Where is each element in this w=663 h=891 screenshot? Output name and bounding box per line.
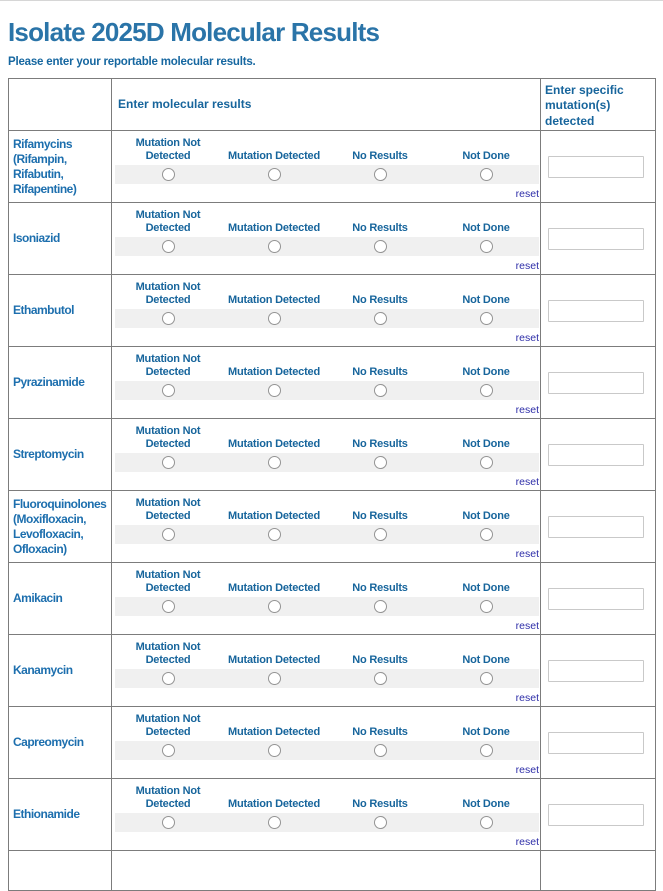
radio-not-done[interactable] xyxy=(480,744,493,757)
table-header-row xyxy=(9,78,656,130)
reset-row xyxy=(115,833,539,849)
mutation-cell xyxy=(541,779,656,851)
reset-link[interactable]: reset xyxy=(515,188,539,201)
drug-row xyxy=(9,707,656,779)
instructions-text: Please enter your reportable molecular results. xyxy=(8,55,256,68)
reset-link[interactable]: reset xyxy=(515,476,539,489)
radio-strip xyxy=(115,165,539,184)
radio-mutation-detected[interactable] xyxy=(268,456,281,469)
reset-link[interactable]: reset xyxy=(515,836,539,849)
reset-row xyxy=(115,257,539,273)
radio-no-results[interactable] xyxy=(374,168,387,181)
option-labels-row xyxy=(115,281,539,307)
radio-not-done[interactable] xyxy=(480,312,493,325)
radio-cell xyxy=(115,456,221,469)
header-specific-mutations: Enter specific mutation(s) detected xyxy=(541,78,656,130)
reset-link[interactable]: reset xyxy=(515,260,539,273)
reset-link[interactable]: reset xyxy=(515,404,539,417)
option-label-mutation-detected: Mutation Detected xyxy=(228,438,320,451)
option-label-not-done: Not Done xyxy=(462,294,510,307)
radio-cell xyxy=(221,456,327,469)
radio-cell xyxy=(221,240,327,253)
radio-mutation-detected[interactable] xyxy=(268,744,281,757)
drug-name: Streptomycin xyxy=(9,419,112,491)
drug-name: Amikacin xyxy=(9,563,112,635)
drug-name: Fluoroquinolones (Moxifloxacin, Levofloxacin, Ofloxacin) xyxy=(9,491,112,563)
radio-strip xyxy=(115,669,539,688)
radio-not-done[interactable] xyxy=(480,456,493,469)
option-labels-row xyxy=(115,497,539,523)
drug-row xyxy=(9,419,656,491)
radio-cell xyxy=(327,744,433,757)
option-label-mutation-detected: Mutation Detected xyxy=(228,798,320,811)
result-options-cell xyxy=(112,419,541,491)
result-options-cell xyxy=(112,491,541,563)
option-labels-row xyxy=(115,641,539,667)
partial-mutation-cell xyxy=(541,851,656,891)
radio-cell xyxy=(115,528,221,541)
radio-mutation-not-detected[interactable] xyxy=(162,816,175,829)
radio-no-results[interactable] xyxy=(374,384,387,397)
radio-cell xyxy=(221,384,327,397)
radio-cell xyxy=(221,672,327,685)
option-label-mutation-not-detected: Mutation Not Detected xyxy=(135,281,201,307)
radio-cell xyxy=(115,168,221,181)
option-label-mutation-detected: Mutation Detected xyxy=(228,654,320,667)
result-options-cell xyxy=(112,131,541,203)
radio-strip xyxy=(115,453,539,472)
option-label-mutation-not-detected: Mutation Not Detected xyxy=(135,353,201,379)
header-drug-column xyxy=(9,78,112,130)
radio-mutation-not-detected[interactable] xyxy=(162,672,175,685)
partial-options-cell xyxy=(112,851,541,891)
reset-row xyxy=(115,185,539,201)
result-options-cell xyxy=(112,347,541,419)
radio-cell xyxy=(221,816,327,829)
radio-no-results[interactable] xyxy=(374,816,387,829)
radio-strip xyxy=(115,813,539,832)
page-title: Isolate 2025D Molecular Results xyxy=(8,17,380,47)
radio-mutation-not-detected[interactable] xyxy=(162,600,175,613)
reset-link[interactable]: reset xyxy=(515,692,539,705)
mutation-input[interactable] xyxy=(548,660,644,682)
radio-cell xyxy=(433,240,539,253)
radio-cell xyxy=(221,528,327,541)
option-label-not-done: Not Done xyxy=(462,798,510,811)
radio-no-results[interactable] xyxy=(374,672,387,685)
mutation-input[interactable] xyxy=(548,804,644,826)
radio-cell xyxy=(221,744,327,757)
drug-row xyxy=(9,275,656,347)
radio-mutation-not-detected[interactable] xyxy=(162,312,175,325)
option-labels-row xyxy=(115,569,539,595)
option-label-mutation-detected: Mutation Detected xyxy=(228,150,320,163)
mutation-input[interactable] xyxy=(548,156,644,178)
radio-mutation-detected[interactable] xyxy=(268,672,281,685)
reset-link[interactable]: reset xyxy=(515,620,539,633)
mutation-cell xyxy=(541,491,656,563)
radio-cell xyxy=(115,600,221,613)
radio-cell xyxy=(327,240,433,253)
radio-cell xyxy=(433,744,539,757)
radio-no-results[interactable] xyxy=(374,456,387,469)
option-labels-row xyxy=(115,137,539,163)
radio-no-results[interactable] xyxy=(374,240,387,253)
option-labels-row xyxy=(115,209,539,235)
radio-mutation-not-detected[interactable] xyxy=(162,168,175,181)
radio-cell xyxy=(433,384,539,397)
option-label-no-results: No Results xyxy=(352,654,408,667)
radio-mutation-detected[interactable] xyxy=(268,816,281,829)
reset-link[interactable]: reset xyxy=(515,548,539,561)
radio-mutation-detected[interactable] xyxy=(268,312,281,325)
option-label-mutation-not-detected: Mutation Not Detected xyxy=(135,425,201,451)
option-label-not-done: Not Done xyxy=(462,510,510,523)
mutation-cell xyxy=(541,347,656,419)
radio-mutation-not-detected[interactable] xyxy=(162,528,175,541)
radio-cell xyxy=(327,528,433,541)
radio-cell xyxy=(327,816,433,829)
mutation-input[interactable] xyxy=(548,588,644,610)
mutation-input[interactable] xyxy=(548,516,644,538)
drug-name: Ethambutol xyxy=(9,275,112,347)
radio-no-results[interactable] xyxy=(374,528,387,541)
radio-mutation-detected[interactable] xyxy=(268,528,281,541)
drug-row xyxy=(9,131,656,203)
option-label-not-done: Not Done xyxy=(462,366,510,379)
radio-mutation-detected[interactable] xyxy=(268,240,281,253)
drug-name: Ethionamide xyxy=(9,779,112,851)
reset-row xyxy=(115,545,539,561)
radio-mutation-detected[interactable] xyxy=(268,168,281,181)
drug-row xyxy=(9,203,656,275)
radio-cell xyxy=(115,240,221,253)
drug-name: Capreomycin xyxy=(9,707,112,779)
option-label-mutation-not-detected: Mutation Not Detected xyxy=(135,713,201,739)
mutation-input[interactable] xyxy=(548,372,644,394)
drug-name: Isoniazid xyxy=(9,203,112,275)
radio-cell xyxy=(327,168,433,181)
option-label-no-results: No Results xyxy=(352,798,408,811)
option-label-no-results: No Results xyxy=(352,510,408,523)
radio-not-done[interactable] xyxy=(480,240,493,253)
radio-mutation-not-detected[interactable] xyxy=(162,456,175,469)
radio-mutation-not-detected[interactable] xyxy=(162,240,175,253)
molecular-results-table xyxy=(8,78,656,891)
radio-cell xyxy=(221,600,327,613)
reset-row xyxy=(115,329,539,345)
radio-not-done[interactable] xyxy=(480,816,493,829)
radio-strip xyxy=(115,525,539,544)
radio-strip xyxy=(115,381,539,400)
drug-row xyxy=(9,779,656,851)
result-options-cell xyxy=(112,563,541,635)
radio-not-done[interactable] xyxy=(480,600,493,613)
radio-not-done[interactable] xyxy=(480,168,493,181)
radio-strip xyxy=(115,741,539,760)
mutation-cell xyxy=(541,635,656,707)
drug-row xyxy=(9,347,656,419)
drug-row xyxy=(9,491,656,563)
option-label-not-done: Not Done xyxy=(462,654,510,667)
option-label-no-results: No Results xyxy=(352,222,408,235)
drug-name: Pyrazinamide xyxy=(9,347,112,419)
option-label-not-done: Not Done xyxy=(462,582,510,595)
result-options-cell xyxy=(112,203,541,275)
mutation-input[interactable] xyxy=(548,300,644,322)
radio-no-results[interactable] xyxy=(374,744,387,757)
radio-cell xyxy=(115,312,221,325)
radio-cell xyxy=(433,672,539,685)
reset-row xyxy=(115,761,539,777)
radio-strip xyxy=(115,597,539,616)
radio-mutation-detected[interactable] xyxy=(268,384,281,397)
radio-cell xyxy=(221,312,327,325)
radio-strip xyxy=(115,237,539,256)
radio-cell xyxy=(115,816,221,829)
mutation-cell xyxy=(541,707,656,779)
mutation-cell xyxy=(541,563,656,635)
mutation-cell xyxy=(541,203,656,275)
option-label-mutation-detected: Mutation Detected xyxy=(228,294,320,307)
option-label-no-results: No Results xyxy=(352,294,408,307)
radio-cell xyxy=(115,672,221,685)
option-label-mutation-not-detected: Mutation Not Detected xyxy=(135,137,201,163)
drug-name: Kanamycin xyxy=(9,635,112,707)
drug-row xyxy=(9,563,656,635)
option-label-not-done: Not Done xyxy=(462,726,510,739)
radio-mutation-not-detected[interactable] xyxy=(162,384,175,397)
radio-cell xyxy=(327,600,433,613)
radio-cell xyxy=(115,744,221,757)
option-label-mutation-detected: Mutation Detected xyxy=(228,366,320,379)
option-label-not-done: Not Done xyxy=(462,438,510,451)
radio-cell xyxy=(327,312,433,325)
mutation-input[interactable] xyxy=(548,228,644,250)
radio-cell xyxy=(221,168,327,181)
drug-row xyxy=(9,635,656,707)
option-labels-row xyxy=(115,425,539,451)
radio-not-done[interactable] xyxy=(480,384,493,397)
option-label-mutation-not-detected: Mutation Not Detected xyxy=(135,209,201,235)
radio-cell xyxy=(433,816,539,829)
option-label-no-results: No Results xyxy=(352,150,408,163)
option-label-not-done: Not Done xyxy=(462,150,510,163)
radio-not-done[interactable] xyxy=(480,528,493,541)
option-label-mutation-not-detected: Mutation Not Detected xyxy=(135,497,201,523)
mutation-input[interactable] xyxy=(548,444,644,466)
partial-next-row xyxy=(9,851,656,891)
radio-cell xyxy=(433,168,539,181)
result-options-cell xyxy=(112,779,541,851)
reset-link[interactable]: reset xyxy=(515,332,539,345)
mutation-input[interactable] xyxy=(548,732,644,754)
reset-row xyxy=(115,689,539,705)
mutation-cell xyxy=(541,419,656,491)
radio-cell xyxy=(115,384,221,397)
partial-drug-cell xyxy=(9,851,112,891)
option-label-mutation-not-detected: Mutation Not Detected xyxy=(135,785,201,811)
radio-mutation-not-detected[interactable] xyxy=(162,744,175,757)
drug-name: Rifamycins (Rifampin, Rifabutin, Rifapentine) xyxy=(9,131,112,203)
option-label-no-results: No Results xyxy=(352,438,408,451)
option-labels-row xyxy=(115,785,539,811)
radio-not-done[interactable] xyxy=(480,672,493,685)
result-options-cell xyxy=(112,275,541,347)
reset-row xyxy=(115,401,539,417)
radio-cell xyxy=(327,672,433,685)
mutation-cell xyxy=(541,275,656,347)
radio-mutation-detected[interactable] xyxy=(268,600,281,613)
option-label-mutation-not-detected: Mutation Not Detected xyxy=(135,641,201,667)
results-table-body xyxy=(9,131,656,851)
header-molecular-results: Enter molecular results xyxy=(112,78,541,130)
radio-no-results[interactable] xyxy=(374,312,387,325)
radio-cell xyxy=(327,456,433,469)
radio-cell xyxy=(433,456,539,469)
option-labels-row xyxy=(115,713,539,739)
reset-link[interactable]: reset xyxy=(515,764,539,777)
option-label-mutation-detected: Mutation Detected xyxy=(228,582,320,595)
option-label-mutation-detected: Mutation Detected xyxy=(228,222,320,235)
option-label-no-results: No Results xyxy=(352,366,408,379)
option-label-mutation-not-detected: Mutation Not Detected xyxy=(135,569,201,595)
option-label-no-results: No Results xyxy=(352,726,408,739)
option-label-mutation-detected: Mutation Detected xyxy=(228,510,320,523)
radio-cell xyxy=(433,600,539,613)
radio-cell xyxy=(327,384,433,397)
result-options-cell xyxy=(112,707,541,779)
radio-strip xyxy=(115,309,539,328)
reset-row xyxy=(115,617,539,633)
option-label-no-results: No Results xyxy=(352,582,408,595)
option-label-mutation-detected: Mutation Detected xyxy=(228,726,320,739)
molecular-results-page xyxy=(0,18,663,891)
mutation-cell xyxy=(541,131,656,203)
radio-cell xyxy=(433,312,539,325)
radio-no-results[interactable] xyxy=(374,600,387,613)
radio-cell xyxy=(433,528,539,541)
option-label-not-done: Not Done xyxy=(462,222,510,235)
option-labels-row xyxy=(115,353,539,379)
result-options-cell xyxy=(112,635,541,707)
reset-row xyxy=(115,473,539,489)
